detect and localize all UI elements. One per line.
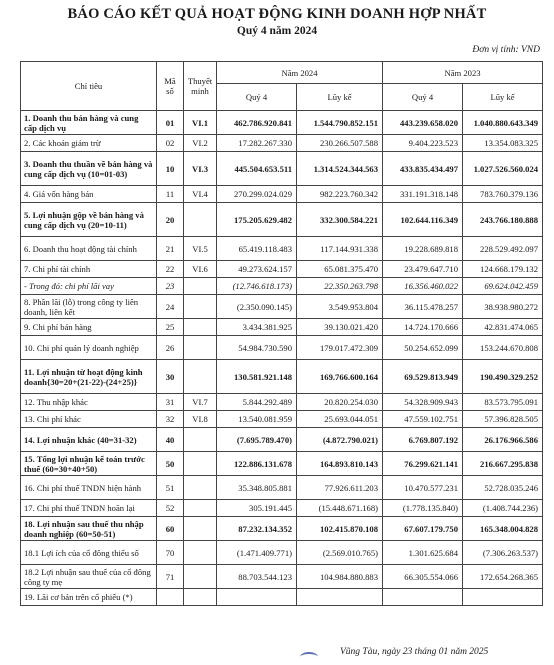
row-note — [184, 517, 217, 541]
header-quarter-2023: Quý 4 — [383, 84, 463, 111]
row-code: 40 — [157, 428, 184, 452]
row-ytd-2023: 165.348.004.828 — [463, 517, 543, 541]
row-note — [184, 565, 217, 589]
row-label: 14. Lợi nhuận khác (40=31-32) — [21, 428, 157, 452]
row-ytd-2023: 153.244.670.808 — [463, 336, 543, 360]
row-q4-2024: 130.581.921.148 — [217, 360, 297, 394]
row-q4-2024: 54.984.730.590 — [217, 336, 297, 360]
row-ytd-2024: 1.544.790.852.151 — [297, 111, 383, 135]
table-row — [21, 411, 543, 428]
row-ytd-2024: 22.350.263.798 — [297, 278, 383, 295]
row-q4-2023: 9.404.223.523 — [383, 135, 463, 152]
row-ytd-2023: 216.667.295.838 — [463, 452, 543, 476]
row-note: VI.3 — [184, 152, 217, 186]
row-ytd-2023: 124.668.179.132 — [463, 261, 543, 278]
row-q4-2024: 87.232.134.352 — [217, 517, 297, 541]
signature-mark — [300, 652, 318, 662]
row-q4-2024: 17.282.267.330 — [217, 135, 297, 152]
row-ytd-2024 — [297, 589, 383, 606]
row-q4-2023: 10.470.577.231 — [383, 476, 463, 500]
row-label: 6. Doanh thu hoạt động tài chính — [21, 237, 157, 261]
row-note — [184, 476, 217, 500]
row-q4-2024: (2.350.090.145) — [217, 295, 297, 319]
row-code: 71 — [157, 565, 184, 589]
row-q4-2023: 14.724.170.666 — [383, 319, 463, 336]
row-ytd-2024: 77.926.611.203 — [297, 476, 383, 500]
row-code: 24 — [157, 295, 184, 319]
report-period: Quý 4 năm 2024 — [236, 25, 318, 37]
row-q4-2023: 66.305.554.066 — [383, 565, 463, 589]
currency-unit: Đơn vị tính: VND — [472, 45, 540, 55]
row-note — [184, 541, 217, 565]
row-label: 18. Lợi nhuận sau thuế thu nhập doanh nghiệp (60=50-51) — [21, 517, 157, 541]
row-ytd-2023: 38.938.980.272 — [463, 295, 543, 319]
row-ytd-2023 — [463, 589, 543, 606]
header-note: Thuyết minh — [184, 62, 217, 111]
row-label: 10. Chi phí quản lý doanh nghiệp — [21, 336, 157, 360]
table-row — [21, 428, 543, 452]
row-ytd-2024: (4.872.790.021) — [297, 428, 383, 452]
row-q4-2023: 69.529.813.949 — [383, 360, 463, 394]
row-note — [184, 428, 217, 452]
row-q4-2023: 443.239.658.020 — [383, 111, 463, 135]
row-code: 02 — [157, 135, 184, 152]
table-row — [21, 186, 543, 203]
row-q4-2023: 76.299.621.141 — [383, 452, 463, 476]
place-date: Vũng Tàu, ngày 23 tháng 01 năm 2025 — [340, 647, 489, 657]
table-row — [21, 517, 543, 541]
row-ytd-2024: 25.693.044.051 — [297, 411, 383, 428]
header-year-2023: Năm 2023 — [383, 62, 543, 84]
row-ytd-2023: 190.490.329.252 — [463, 360, 543, 394]
row-label: 16. Chi phí thuế TNDN hiện hành — [21, 476, 157, 500]
row-code: 22 — [157, 261, 184, 278]
row-q4-2023: 19.228.689.818 — [383, 237, 463, 261]
row-note — [184, 278, 217, 295]
row-code: 70 — [157, 541, 184, 565]
row-code: 26 — [157, 336, 184, 360]
row-note — [184, 203, 217, 237]
row-code: 11 — [157, 186, 184, 203]
table-row — [21, 394, 543, 411]
header-year-2024: Năm 2024 — [217, 62, 383, 84]
table-row — [21, 152, 543, 186]
table-row — [21, 203, 543, 237]
header-code: Mã số — [157, 62, 184, 111]
row-ytd-2024: (15.448.671.168) — [297, 500, 383, 517]
row-label: 9. Chi phí bán hàng — [21, 319, 157, 336]
row-q4-2024: 49.273.624.157 — [217, 261, 297, 278]
row-ytd-2024: 20.820.254.030 — [297, 394, 383, 411]
row-note — [184, 360, 217, 394]
row-q4-2024: (12.746.618.173) — [217, 278, 297, 295]
row-code: 51 — [157, 476, 184, 500]
row-q4-2023: 54.328.909.943 — [383, 394, 463, 411]
table-row — [21, 237, 543, 261]
row-ytd-2024: 332.300.584.221 — [297, 203, 383, 237]
row-ytd-2023: 26.176.966.586 — [463, 428, 543, 452]
row-ytd-2023: 172.654.268.365 — [463, 565, 543, 589]
row-q4-2024: 122.886.131.678 — [217, 452, 297, 476]
row-ytd-2024: 39.130.021.420 — [297, 319, 383, 336]
row-q4-2023: 433.835.434.497 — [383, 152, 463, 186]
row-label: 5. Lợi nhuận gộp về bán hàng và cung cấp dịch vụ (20=10-11) — [21, 203, 157, 237]
row-q4-2024: 35.348.805.881 — [217, 476, 297, 500]
row-ytd-2024: 164.893.810.143 — [297, 452, 383, 476]
row-ytd-2023: 57.396.828.505 — [463, 411, 543, 428]
row-ytd-2024: 982.223.760.342 — [297, 186, 383, 203]
row-ytd-2023: 1.027.526.560.024 — [463, 152, 543, 186]
row-q4-2023: 6.769.807.192 — [383, 428, 463, 452]
table-row — [21, 452, 543, 476]
table-row — [21, 295, 543, 319]
row-ytd-2023: 1.040.880.643.349 — [463, 111, 543, 135]
header-item: Chỉ tiêu — [21, 62, 157, 111]
row-ytd-2023: (1.408.744.236) — [463, 500, 543, 517]
row-q4-2024: 88.703.544.123 — [217, 565, 297, 589]
row-q4-2023: (1.778.135.840) — [383, 500, 463, 517]
row-q4-2023 — [383, 589, 463, 606]
row-q4-2023: 16.356.460.022 — [383, 278, 463, 295]
row-code — [157, 589, 184, 606]
row-label: 15. Tổng lợi nhuận kế toán trước thuế (60=30+40+50) — [21, 452, 157, 476]
table-body — [21, 111, 543, 606]
row-label: 11. Lợi nhuận từ hoạt động kinh doanh{30=20+(21-22)-(24+25)} — [21, 360, 157, 394]
table-row — [21, 565, 543, 589]
row-ytd-2023: 69.624.042.459 — [463, 278, 543, 295]
table-row — [21, 541, 543, 565]
row-ytd-2023: 83.573.795.091 — [463, 394, 543, 411]
row-label: - Trong đó: chi phí lãi vay — [21, 278, 157, 295]
row-q4-2024: (7.695.789.470) — [217, 428, 297, 452]
row-note — [184, 295, 217, 319]
row-ytd-2024: 104.984.880.883 — [297, 565, 383, 589]
row-ytd-2024: 179.017.472.309 — [297, 336, 383, 360]
row-q4-2024: 270.299.024.029 — [217, 186, 297, 203]
table-row — [21, 500, 543, 517]
table-row — [21, 261, 543, 278]
table-row — [21, 319, 543, 336]
row-q4-2024: 13.540.081.959 — [217, 411, 297, 428]
row-ytd-2024: 117.144.931.338 — [297, 237, 383, 261]
row-ytd-2024: (2.569.010.765) — [297, 541, 383, 565]
row-q4-2024: (1.471.409.771) — [217, 541, 297, 565]
row-q4-2023: 47.559.102.751 — [383, 411, 463, 428]
row-label: 19. Lãi cơ bản trên cổ phiếu (*) — [21, 589, 157, 606]
row-q4-2024: 175.205.629.482 — [217, 203, 297, 237]
row-q4-2023: 331.191.318.148 — [383, 186, 463, 203]
row-note — [184, 319, 217, 336]
row-ytd-2024: 1.314.524.344.563 — [297, 152, 383, 186]
row-note — [184, 500, 217, 517]
row-label: 3. Doanh thu thuần về bán hàng và cung cấp dịch vụ (10=01-03) — [21, 152, 157, 186]
table-row — [21, 360, 543, 394]
row-ytd-2023: 243.766.180.888 — [463, 203, 543, 237]
row-ytd-2023: 42.831.474.065 — [463, 319, 543, 336]
row-q4-2024: 65.419.118.483 — [217, 237, 297, 261]
row-ytd-2024: 102.415.870.108 — [297, 517, 383, 541]
row-ytd-2023: 13.354.083.325 — [463, 135, 543, 152]
table-row — [21, 476, 543, 500]
table-row — [21, 336, 543, 360]
row-ytd-2023: 52.728.035.246 — [463, 476, 543, 500]
row-label: 12. Thu nhập khác — [21, 394, 157, 411]
row-code: 25 — [157, 319, 184, 336]
row-note: VI.4 — [184, 186, 217, 203]
row-note: VI.1 — [184, 111, 217, 135]
row-code: 60 — [157, 517, 184, 541]
row-note: VI.7 — [184, 394, 217, 411]
row-q4-2023: 1.301.625.684 — [383, 541, 463, 565]
row-note: VI.6 — [184, 261, 217, 278]
row-code: 30 — [157, 360, 184, 394]
row-code: 52 — [157, 500, 184, 517]
row-q4-2024: 5.844.292.489 — [217, 394, 297, 411]
table-row — [21, 111, 543, 135]
row-ytd-2024: 3.549.953.804 — [297, 295, 383, 319]
row-q4-2023: 67.607.179.750 — [383, 517, 463, 541]
row-ytd-2023: (7.306.263.537) — [463, 541, 543, 565]
row-note — [184, 336, 217, 360]
row-q4-2024 — [217, 589, 297, 606]
row-code: 20 — [157, 203, 184, 237]
row-label: 18.2 Lợi nhuận sau thuế của cổ đông công ty mẹ — [21, 565, 157, 589]
row-label: 1. Doanh thu bán hàng và cung cấp dịch vụ — [21, 111, 157, 135]
income-statement-table — [20, 61, 543, 606]
row-label: 2. Các khoản giảm trừ — [21, 135, 157, 152]
row-ytd-2024: 169.766.600.164 — [297, 360, 383, 394]
row-note — [184, 589, 217, 606]
row-q4-2024: 3.434.381.925 — [217, 319, 297, 336]
row-label: 17. Chi phí thuế TNDN hoãn lại — [21, 500, 157, 517]
report-title: BÁO CÁO KẾT QUẢ HOẠT ĐỘNG KINH DOANH HỢP NHẤT — [67, 6, 487, 22]
row-ytd-2023: 783.760.379.136 — [463, 186, 543, 203]
row-ytd-2023: 228.529.492.097 — [463, 237, 543, 261]
row-label: 13. Chi phí khác — [21, 411, 157, 428]
row-q4-2024: 445.504.653.511 — [217, 152, 297, 186]
row-label: 8. Phần lãi (lỗ) trong công ty liên doanh, liên kết — [21, 295, 157, 319]
table-row — [21, 278, 543, 295]
row-code: 31 — [157, 394, 184, 411]
row-q4-2023: 50.254.652.099 — [383, 336, 463, 360]
header-cumulative-2024: Lũy kế — [297, 84, 383, 111]
table-row — [21, 135, 543, 152]
row-q4-2023: 102.644.116.349 — [383, 203, 463, 237]
header-quarter-2024: Quý 4 — [217, 84, 297, 111]
row-note: VI.2 — [184, 135, 217, 152]
row-ytd-2024: 65.081.375.470 — [297, 261, 383, 278]
row-q4-2024: 462.786.920.841 — [217, 111, 297, 135]
row-note: VI.8 — [184, 411, 217, 428]
row-note — [184, 452, 217, 476]
table-row — [21, 589, 543, 606]
row-q4-2024: 305.191.445 — [217, 500, 297, 517]
row-label: 7. Chi phí tài chính — [21, 261, 157, 278]
header-cumulative-2023: Lũy kế — [463, 84, 543, 111]
row-q4-2023: 23.479.647.710 — [383, 261, 463, 278]
row-label: 4. Giá vốn hàng bán — [21, 186, 157, 203]
row-code: 01 — [157, 111, 184, 135]
row-q4-2023: 36.115.478.257 — [383, 295, 463, 319]
row-code: 21 — [157, 237, 184, 261]
row-note: VI.5 — [184, 237, 217, 261]
row-code: 23 — [157, 278, 184, 295]
row-label: 18.1 Lợi ích của cổ đông thiểu số — [21, 541, 157, 565]
row-code: 50 — [157, 452, 184, 476]
row-ytd-2024: 230.266.507.588 — [297, 135, 383, 152]
row-code: 32 — [157, 411, 184, 428]
row-code: 10 — [157, 152, 184, 186]
